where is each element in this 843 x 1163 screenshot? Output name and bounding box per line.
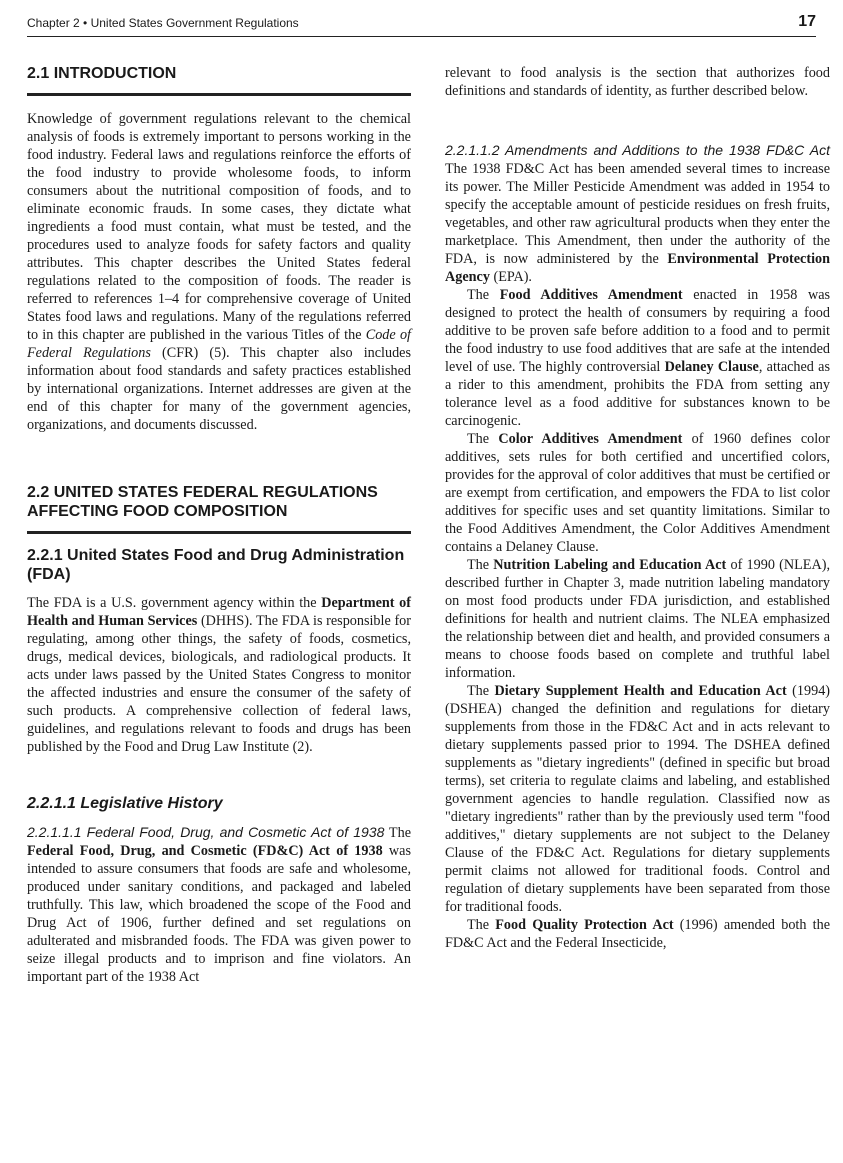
section-heading-2-1: 2.1 INTRODUCTION [27,64,411,96]
dshea-paragraph: The Dietary Supplement Health and Education Act (1994) (DSHEA) changed the definition and regulations for dietary supplements from those in the FD&C Act and in acts relevant to dietary supplements passed prior to 1994. The DSHEA defined supplements as "dietary ingredients" (defined in specific but broad terms), set criteria to regulate claims and labeling, and established government agencies to handle regulation. Classified now as "dietary ingredients" rather than by the previously used term "food additives," dietary supplements are not subject to the Delaney Clause of the FD&C Act. Regulations for dietary supplements permit claims not allowed for traditional foods. Control and regulation of dietary supplements have been separated from those for traditional foods. [445,683,831,915]
nlea-paragraph: The Nutrition Labeling and Education Act of 1990 (NLEA), described further in Chapter 3, made nutrition labeling mandatory on most food products under FDA jurisdiction, and established definitions for health and nutrient claims. The NLEA emphasized the relationship between diet and health, and provided consumers a means to choose foods based on complete and truthful label information. [445,557,830,681]
fqpa-paragraph: The Food Quality Protection Act (1996) amended both the FD&C Act and the Federal Insecticide, [445,917,830,951]
fda-paragraph: The FDA is a U.S. government agency within the Department of Health and Human Services (DHHS). The FDA is responsible for regulating, among other things, the safety of foods, cosmetics, drugs, medical devices, biologicals, and radiological products. It acts under laws passed by the United States Congress to monitor the affected industries and ensure the consumer of the safety of such products. A comprehensive collection of federal laws, guidelines, and regulations relevant to foods and drugs has been published by the Food and Drug Law Institute (2). [27,595,411,755]
act-1938-paragraph: 2.2.1.1.1 Federal Food, Drug, and Cosmetic Act of 1938 The Federal Food, Drug, and Cosmetic (FD&C) Act of 1938 was intended to assure consumers that foods are safe and wholesome, produced under sanitary conditions, and packaged and labeled truthfully. This law, which broadened the scope of the Food and Drug Act of 1906, further defined and set regulations on adulterated and misbranded foods. The FDA was given power to seize illegal products and to imprison and fine violators. An important part of the 1938 Act [27,824,411,985]
continuation-paragraph: relevant to food analysis is the section that authorizes food definitions and standards of identity, as further described below. [445,65,830,99]
page-number: 17 [798,13,816,30]
section-heading-2-2-1: 2.2.1 United States Food and Drug Administration (FDA) [27,547,405,583]
act-1938-heading: 2.2.1.1.1 Federal Food, Drug, and Cosmetic Act of 1938 [27,824,385,840]
left-column [27,64,411,986]
intro-paragraph: Knowledge of government regulations relevant to the chemical analysis of foods is extremely important to persons working in the food industry. Federal laws and regulations reinforce the efforts of the food industry to provide wholesome foods, to inform consumers about the nutritional composition of foods, and to eliminate economic frauds. In some cases, they dictate what ingredients a food must contain, what must be tested, and the procedures used to analyze foods for safety factors and quality attributes. This chapter describes the United States federal regulations related to the composition of foods. The reader is referred to references 1–4 for comprehensive coverage of United States food laws and regulations. Many of the regulations referred to in this chapter are published in the various Titles of the Code of Federal Regulations (CFR) (5). This chapter also includes information about food standards and safety practices established by international organizations. Internet addresses are given at the end of this chapter for many of the government agencies, organizations, and documents discussed. [27,111,411,433]
amendments-paragraph: 2.2.1.1.2 Amendments and Additions to the 1938 FD&C Act The 1938 FD&C Act has been amended several times to increase its power. The Miller Pesticide Amendment was added in 1954 to specify the acceptable amount of pesticide residues on fresh fruits, vegetables, and other raw agricultural products when they enter the marketplace. This Amendment, then under the authority of the FDA, is now administered by the Environmental Protection Agency (EPA). [445,142,831,285]
food-additives-paragraph: The Food Additives Amendment enacted in 1958 was designed to protect the health of consumers by requiring a food additive to be proven safe before addition to a food and to permit the food industry to use food additives that are safe at the intended level of use. The highly controversial Delaney Clause, attached as a rider to this amendment, prohibits the FDA from setting any tolerance level as a food additive for substances known to be carcinogenic. [445,287,831,429]
cfr-title: Code of Federal Regulations [27,327,411,361]
color-additives-paragraph: The Color Additives Amendment of 1960 defines color additives, sets rules for both certified and uncertified colors, provides for the approval of color additives that must be certified or are exempt from certification, and empowers the FDA to list color additives for specific uses and set quantity limitations. Similar to the Food Additives Amendment, the Color Additives Amendment contains a Delaney Clause. [445,431,830,555]
page-header [27,10,816,37]
section-heading-legislative-history: 2.2.1.1 Legislative History [27,795,223,812]
running-head: Chapter 2 • United States Government Regulations [27,16,299,30]
amendments-heading: 2.2.1.1.2 Amendments and Additions to the 1938 FD&C Act [445,142,830,158]
right-column [445,64,830,952]
section-heading-2-2: 2.2 UNITED STATES FEDERAL REGULATIONS AFFECTING FOOD COMPOSITION [27,483,411,534]
